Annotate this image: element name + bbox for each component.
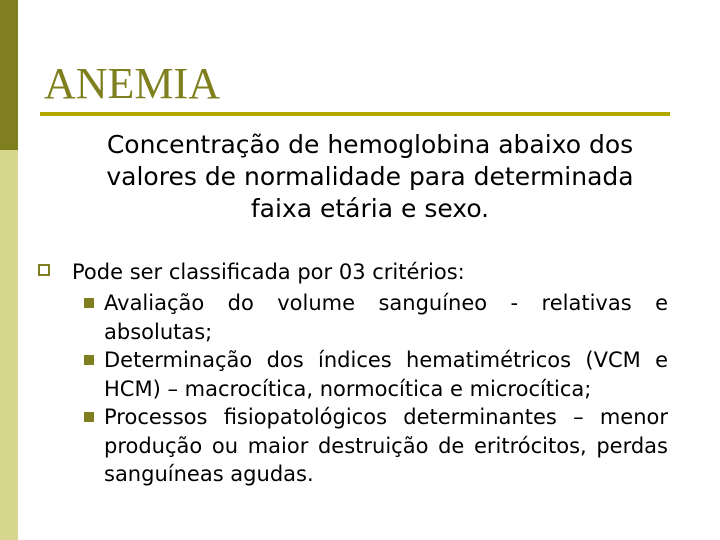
- definition-line: valores de normalidade para determinada: [106, 162, 634, 191]
- definition-line: Concentração de hemoglobina abaixo dos: [106, 130, 634, 159]
- filled-square-bullet-icon: [84, 298, 94, 308]
- main-bullet-text: Pode ser classificada por 03 critérios:: [72, 260, 465, 284]
- list-item-text: Determinação dos índices hematimétricos (VCM e HCM) – macrocítica, normocítica e microcítica;: [104, 348, 668, 401]
- list-item: [80, 346, 668, 403]
- definition-text: [40, 129, 700, 225]
- list-item-text: Avaliação do volume sanguíneo - relativas e absolutas;: [104, 291, 668, 344]
- side-bar-dark: [0, 0, 18, 150]
- slide-title: ANEMIA: [44, 59, 220, 108]
- hollow-square-bullet-icon: [38, 264, 50, 276]
- list-item: [80, 403, 668, 489]
- filled-square-bullet-icon: [84, 355, 94, 365]
- title-underline: [40, 112, 670, 116]
- filled-square-bullet-icon: [84, 412, 94, 422]
- list-item: [80, 289, 668, 346]
- criteria-list: [80, 289, 668, 489]
- list-item-text: Processos fisiopatológicos determinantes – menor produção ou maior destruição de eritrócitos, perdas sanguíneas agudas.: [104, 405, 668, 486]
- definition-line: faixa etária e sexo.: [250, 194, 490, 223]
- side-bar-light: [0, 150, 18, 540]
